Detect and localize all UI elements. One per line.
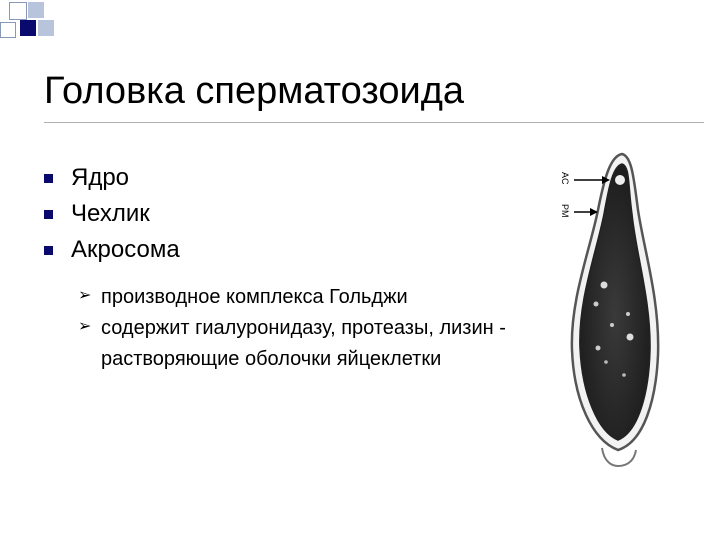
sperm-head-micrograph [540,150,670,470]
decor-square [28,2,44,18]
square-bullet-icon [44,210,53,219]
micrograph-image [540,150,670,470]
square-bullet-icon [44,174,53,183]
arrowhead-bullet-icon: ➢ [78,318,92,335]
label-ac: AC [560,172,570,185]
bullet-item [44,160,180,196]
sub-bullet-label: производное комплекса Гольджи [101,286,408,308]
square-bullet-icon [44,246,53,255]
sub-bullet-label: содержит гиалуронидазу, протеазы, лизин - растворяющие оболочки яйцеклетки [101,317,506,370]
arrowhead-bullet-icon: ➢ [78,287,92,304]
slide-title: Головка сперматозоида [44,70,465,112]
decor-square [0,22,16,38]
sub-bullet-item [78,282,518,313]
decor-square [9,2,27,20]
bullet-list [44,160,180,268]
corner-decoration [0,0,60,45]
label-pm: PM [560,204,570,218]
decor-square [20,20,36,36]
sub-bullet-list [78,282,518,375]
bullet-item [44,196,180,232]
decor-square [38,20,54,36]
bullet-label: Чехлик [71,200,150,227]
title-divider [44,122,704,123]
sub-bullet-item [78,313,518,375]
bullet-label: Акросома [71,236,180,263]
bullet-label: Ядро [71,164,130,191]
bullet-item [44,232,180,268]
